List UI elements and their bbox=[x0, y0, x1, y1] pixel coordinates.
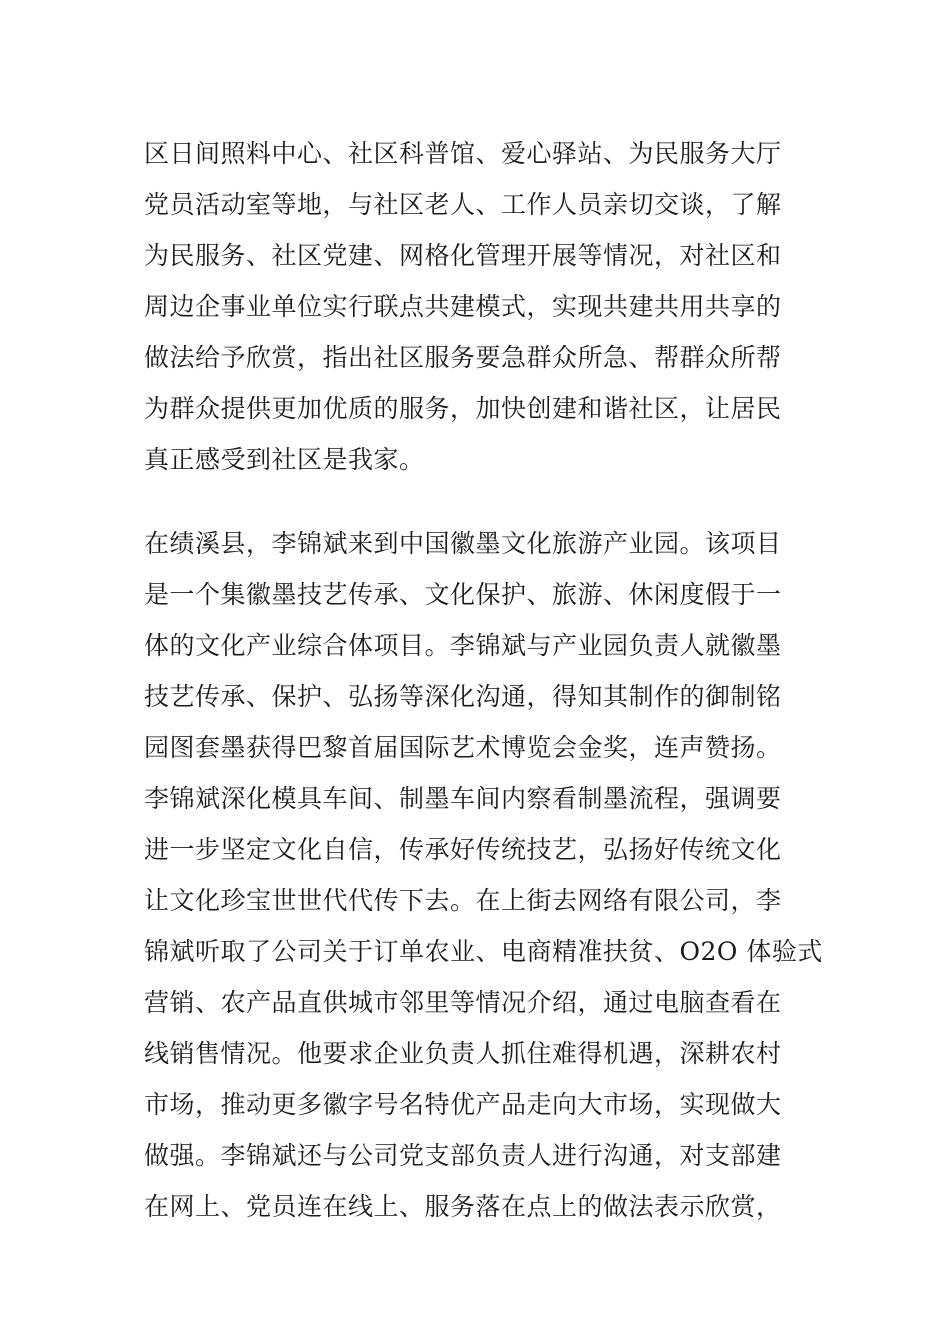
text-line: 李锦斌深化模具车间、制墨车间内察看制墨流程，强调要 bbox=[144, 784, 782, 813]
text-line: 线销售情况。他要求企业负责人抓住难得机遇，深耕农村 bbox=[144, 1039, 782, 1068]
text-line: 党员活动室等地，与社区老人、工作人员亲切交谈，了解 bbox=[144, 190, 782, 219]
text-line: 锦斌听取了公司关于订单农业、电商精准扶贫、O2O 体验式 bbox=[144, 937, 823, 966]
text-line: 营销、农产品直供城市邻里等情况介绍，通过电脑查看在 bbox=[144, 988, 782, 1017]
text-line: 是一个集徽墨技艺传承、文化保护、旅游、休闲度假于一 bbox=[144, 580, 782, 609]
text-line: 进一步坚定文化自信，传承好传统技艺，弘扬好传统文化 bbox=[144, 835, 782, 864]
text-line: 为民服务、社区党建、网格化管理开展等情况，对社区和 bbox=[144, 241, 782, 270]
text-line: 做强。李锦斌还与公司党支部负责人进行沟通，对支部建 bbox=[144, 1141, 782, 1170]
text-line: 让文化珍宝世世代代传下去。在上街去网络有限公司，李 bbox=[144, 886, 782, 915]
paragraph-community-visit bbox=[144, 128, 814, 485]
text-line: 真正感受到社区是我家。 bbox=[144, 445, 425, 474]
text-line: 在绩溪县，李锦斌来到中国徽墨文化旅游产业园。该项目 bbox=[144, 529, 782, 558]
text-line: 园图套墨获得巴黎首届国际艺术博览会金奖，连声赞扬。 bbox=[144, 733, 782, 762]
text-line: 区日间照料中心、社区科普馆、爱心驿站、为民服务大厅 bbox=[144, 139, 782, 168]
text-line: 在网上、党员连在线上、服务落在点上的做法表示欣赏， bbox=[144, 1192, 782, 1221]
text-line: 体的文化产业综合体项目。李锦斌与产业园负责人就徽墨 bbox=[144, 631, 782, 660]
text-line: 技艺传承、保护、弘扬等深化沟通，得知其制作的御制铭 bbox=[144, 682, 782, 711]
text-line: 做法给予欣赏，指出社区服务要急群众所急、帮群众所帮 bbox=[144, 343, 782, 372]
text-line: 市场，推动更多徽字号名特优产品走向大市场，实现做大 bbox=[144, 1090, 782, 1119]
text-line: 为群众提供更加优质的服务，加快创建和谐社区，让居民 bbox=[144, 394, 782, 423]
text-line: 周边企事业单位实行联点共建模式，实现共建共用共享的 bbox=[144, 292, 782, 321]
paragraph-jixi-county bbox=[144, 518, 823, 1232]
